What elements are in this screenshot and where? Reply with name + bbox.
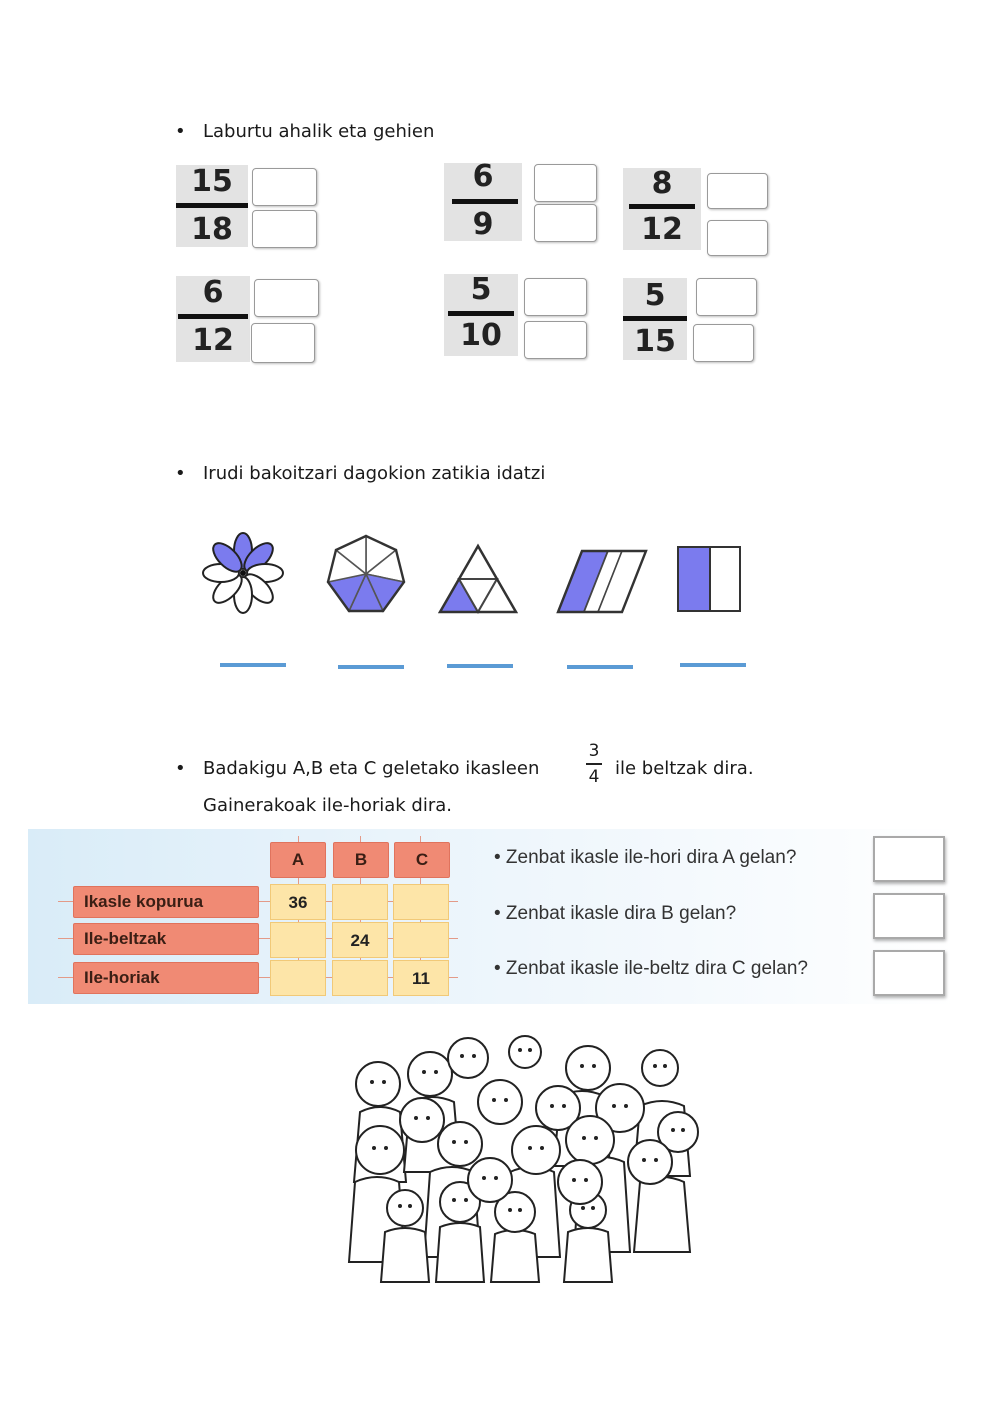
table-cell (270, 960, 326, 996)
fraction-bar (452, 199, 518, 204)
numerator: 6 (202, 275, 224, 310)
answer-denominator-input[interactable] (524, 321, 587, 359)
denominator: 12 (641, 212, 683, 247)
answer-blank-1[interactable] (220, 663, 286, 667)
fraction-bar (629, 204, 695, 209)
answer-denominator-input[interactable] (693, 324, 754, 362)
bullet-icon: • (175, 463, 186, 484)
denominator: 18 (191, 212, 233, 247)
children-group-illustration (340, 1022, 720, 1290)
rectangle-icon (675, 544, 743, 614)
question-a-blonde: • Zenbat ikasle ile-hori dira A gelan? (494, 847, 797, 868)
answer-box-b[interactable] (873, 893, 945, 939)
column-header-a: A (270, 842, 326, 878)
row-label-ikasle-kopurua: Ikasle kopurua (73, 886, 259, 918)
fraction-numerator: 3 (588, 741, 600, 761)
fraction-bar (176, 203, 248, 208)
table-cell: 36 (270, 884, 326, 920)
denominator: 15 (634, 324, 676, 359)
heptagon-icon (324, 532, 408, 616)
fraction-bar (623, 316, 687, 321)
answer-numerator-input[interactable] (254, 279, 319, 317)
answer-denominator-input[interactable] (707, 220, 768, 256)
numerator: 8 (651, 166, 673, 201)
table-cell: 24 (332, 922, 388, 958)
fraction-card (176, 165, 248, 247)
answer-box-a[interactable] (873, 836, 945, 882)
fraction-card (444, 274, 518, 356)
table-cell (332, 960, 388, 996)
numerator: 5 (470, 272, 492, 307)
answer-blank-2[interactable] (338, 665, 404, 669)
column-header-b: B (333, 842, 389, 878)
answer-denominator-input[interactable] (252, 210, 317, 248)
fraction-card (623, 278, 687, 360)
column-header-c: C (394, 842, 450, 878)
fraction-bar (586, 763, 602, 765)
row-label-ile-beltzak: Ile-beltzak (73, 923, 259, 955)
problem-statement-end: ile beltzak dira. (615, 758, 754, 779)
fraction-three-quarters (584, 741, 604, 787)
numerator: 5 (644, 278, 666, 313)
instruction-simplify: • Laburtu ahalik eta gehien (175, 121, 435, 142)
answer-denominator-input[interactable] (534, 204, 597, 242)
answer-numerator-input[interactable] (696, 278, 757, 316)
fraction-card (176, 276, 250, 362)
question-b-total: • Zenbat ikasle dira B gelan? (494, 903, 737, 924)
parallelogram-icon (556, 548, 648, 616)
problem-statement: • Badakigu A,B eta C geletako ikasleen (175, 758, 540, 779)
answer-blank-5[interactable] (680, 663, 746, 667)
fraction-bar (178, 314, 248, 319)
answer-box-c[interactable] (873, 950, 945, 996)
denominator: 9 (472, 207, 494, 242)
question-c-black: • Zenbat ikasle ile-beltz dira C gelan? (494, 958, 808, 979)
table-cell (332, 884, 388, 920)
fraction-card (623, 168, 701, 250)
answer-blank-3[interactable] (447, 664, 513, 668)
denominator: 10 (460, 318, 502, 353)
table-cell (393, 884, 449, 920)
denominator: 12 (192, 323, 234, 358)
flower-icon (200, 530, 286, 616)
bullet-icon: • (175, 121, 186, 142)
row-label-ile-horiak: Ile-horiak (73, 962, 259, 994)
bullet-icon: • (175, 758, 186, 779)
table-cell (393, 922, 449, 958)
triangle-icon (438, 543, 518, 615)
problem-statement-line2: Gainerakoak ile-horiak dira. (203, 795, 453, 816)
answer-blank-4[interactable] (567, 665, 633, 669)
numerator: 15 (191, 164, 233, 199)
table-cell: 11 (393, 960, 449, 996)
instruction-write-fraction: • Irudi bakoitzari dagokion zatikia idatzi (175, 463, 546, 484)
fraction-denominator: 4 (588, 766, 600, 787)
answer-numerator-input[interactable] (707, 173, 768, 209)
answer-denominator-input[interactable] (251, 323, 315, 363)
answer-numerator-input[interactable] (524, 278, 587, 316)
fraction-card (444, 159, 522, 242)
numerator: 6 (472, 159, 494, 194)
answer-numerator-input[interactable] (534, 164, 597, 202)
table-cell (270, 922, 326, 958)
answer-numerator-input[interactable] (252, 168, 317, 206)
